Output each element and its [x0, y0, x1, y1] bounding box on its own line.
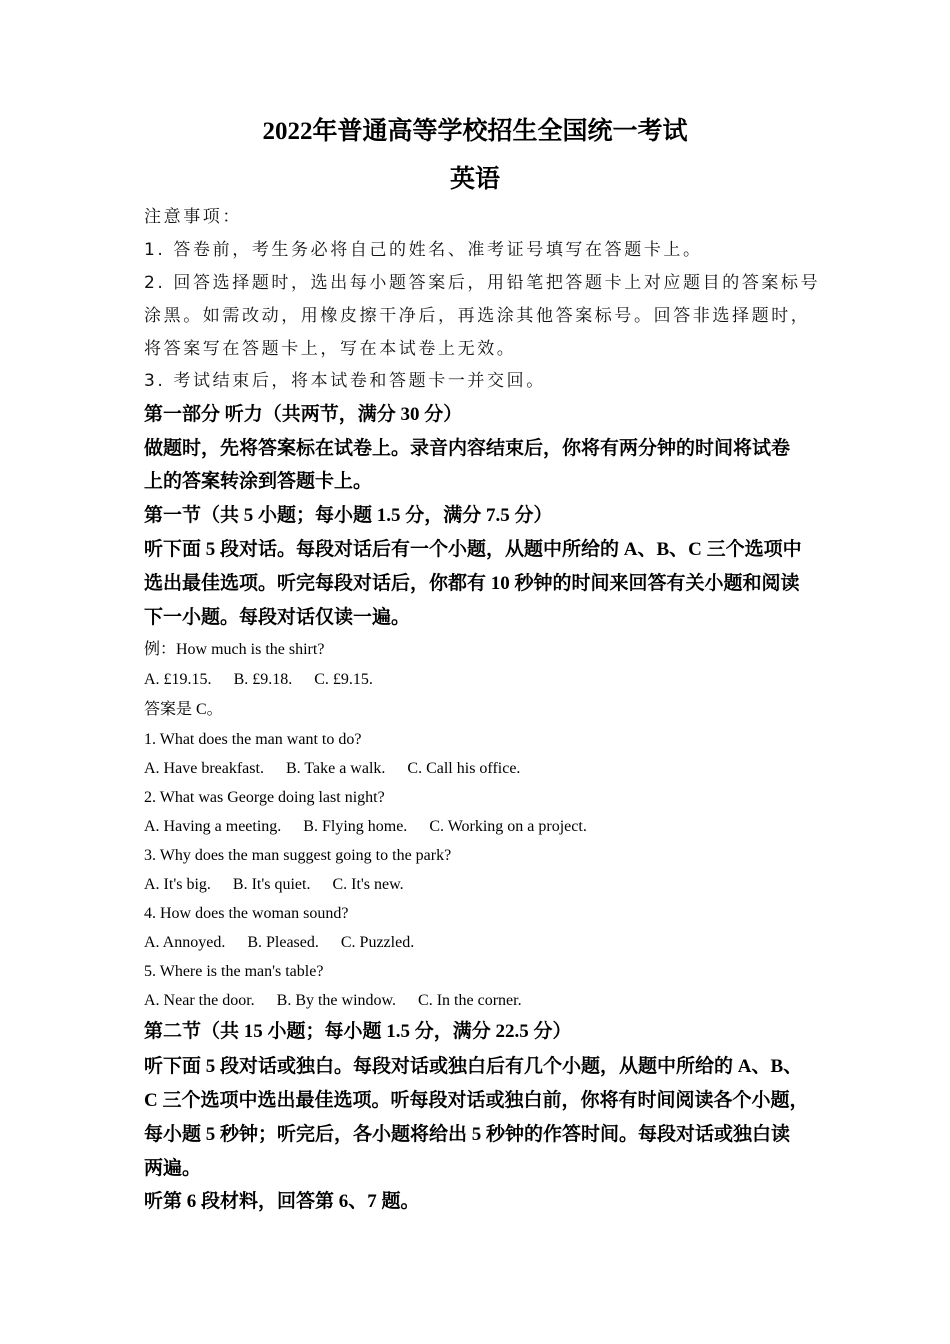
question-5-options	[144, 991, 814, 1011]
notice-item-1: 1. 答卷前，考生务必将自己的姓名、准考证号填写在答题卡上。	[144, 240, 703, 260]
question-1-option-c: C. Call his office.	[407, 760, 521, 777]
part1-instruction-line-1: 做题时，先将答案标在试卷上。录音内容结束后，你将有两分钟的时间将试卷	[144, 438, 791, 459]
question-2-option-a: A. Having a meeting.	[144, 818, 282, 835]
example-answer: 答案是 C。	[144, 701, 223, 718]
exam-subject: 英语	[449, 166, 500, 193]
section2-instruction-line-4: 两遍。	[144, 1158, 202, 1179]
question-5-option-a: A. Near the door.	[144, 992, 255, 1009]
section2-instruction-line-2: C 三个选项中选出最佳选项。听每段对话或独白前，你将有时间阅读各个小题，	[144, 1090, 809, 1111]
question-5-option-c: C. In the corner.	[418, 992, 522, 1009]
question-2: 2. What was George doing last night?	[144, 789, 385, 806]
exam-title: 2022年普通高等学校招生全国统一考试	[262, 118, 688, 145]
question-4-options	[144, 933, 814, 953]
question-1-options	[144, 759, 814, 779]
section2-instruction-line-1: 听下面 5 段对话或独白。每段对话或独白后有几个小题，从题中所给的 A、B、	[144, 1056, 803, 1077]
section1-heading: 第一节（共 5 小题；每小题 1.5 分，满分 7.5 分）	[144, 505, 553, 526]
question-1: 1. What does the man want to do?	[144, 731, 362, 748]
notice-heading: 注意事项：	[144, 207, 242, 227]
example-option-c: C. £9.15.	[314, 671, 373, 688]
part1-heading: 第一部分 听力（共两节，满分 30 分）	[144, 404, 463, 425]
question-2-options	[144, 817, 814, 837]
section2-heading: 第二节（共 15 小题；每小题 1.5 分，满分 22.5 分）	[144, 1021, 572, 1042]
section2-instruction-line-3: 每小题 5 秒钟；听完后，各小题将给出 5 秒钟的作答时间。每段对话或独白读	[144, 1124, 791, 1145]
question-3-option-a: A. It's big.	[144, 876, 211, 893]
question-5-option-b: B. By the window.	[276, 992, 397, 1009]
example-options	[144, 670, 814, 690]
notice-item-2-line-3: 将答案写在答题卡上，写在本试卷上无效。	[144, 339, 517, 359]
question-4-option-c: C. Puzzled.	[340, 934, 415, 951]
material-6-instruction: 听第 6 段材料，回答第 6、7 题。	[144, 1191, 420, 1212]
question-3-options	[144, 875, 814, 895]
question-2-option-c: C. Working on a project.	[429, 818, 587, 835]
part1-instruction-line-2: 上的答案转涂到答题卡上。	[144, 471, 373, 492]
example-question: 例：How much is the shirt?	[144, 641, 325, 658]
question-4-option-b: B. Pleased.	[247, 934, 319, 951]
example-option-b: B. £9.18.	[233, 671, 293, 688]
question-1-option-b: B. Take a walk.	[285, 760, 386, 777]
question-3-option-b: B. It's quiet.	[232, 876, 311, 893]
question-5: 5. Where is the man's table?	[144, 963, 324, 980]
question-4-option-a: A. Annoyed.	[144, 934, 226, 951]
notice-item-2-line-1: 2. 回答选择题时，选出每小题答案后，用铅笔把答题卡上对应题目的答案标号	[144, 273, 821, 293]
example-option-a: A. £19.15.	[144, 671, 212, 688]
question-2-option-b: B. Flying home.	[303, 818, 408, 835]
section1-instruction-line-2: 选出最佳选项。听完每段对话后，你都有 10 秒钟的时间来回答有关小题和阅读	[144, 573, 800, 594]
question-4: 4. How does the woman sound?	[144, 905, 349, 922]
question-3-option-c: C. It's new.	[332, 876, 404, 893]
notice-item-2-line-2: 涂黑。如需改动，用橡皮擦干净后，再选涂其他答案标号。回答非选择题时，	[144, 306, 811, 326]
notice-item-3: 3. 考试结束后，将本试卷和答题卡一并交回。	[144, 371, 546, 391]
section1-instruction-line-1: 听下面 5 段对话。每段对话后有一个小题，从题中所给的 A、B、C 三个选项中	[144, 539, 802, 560]
question-3: 3. Why does the man suggest going to the park?	[144, 847, 452, 864]
question-1-option-a: A. Have breakfast.	[144, 760, 264, 777]
section1-instruction-line-3: 下一小题。每段对话仅读一遍。	[144, 607, 411, 628]
